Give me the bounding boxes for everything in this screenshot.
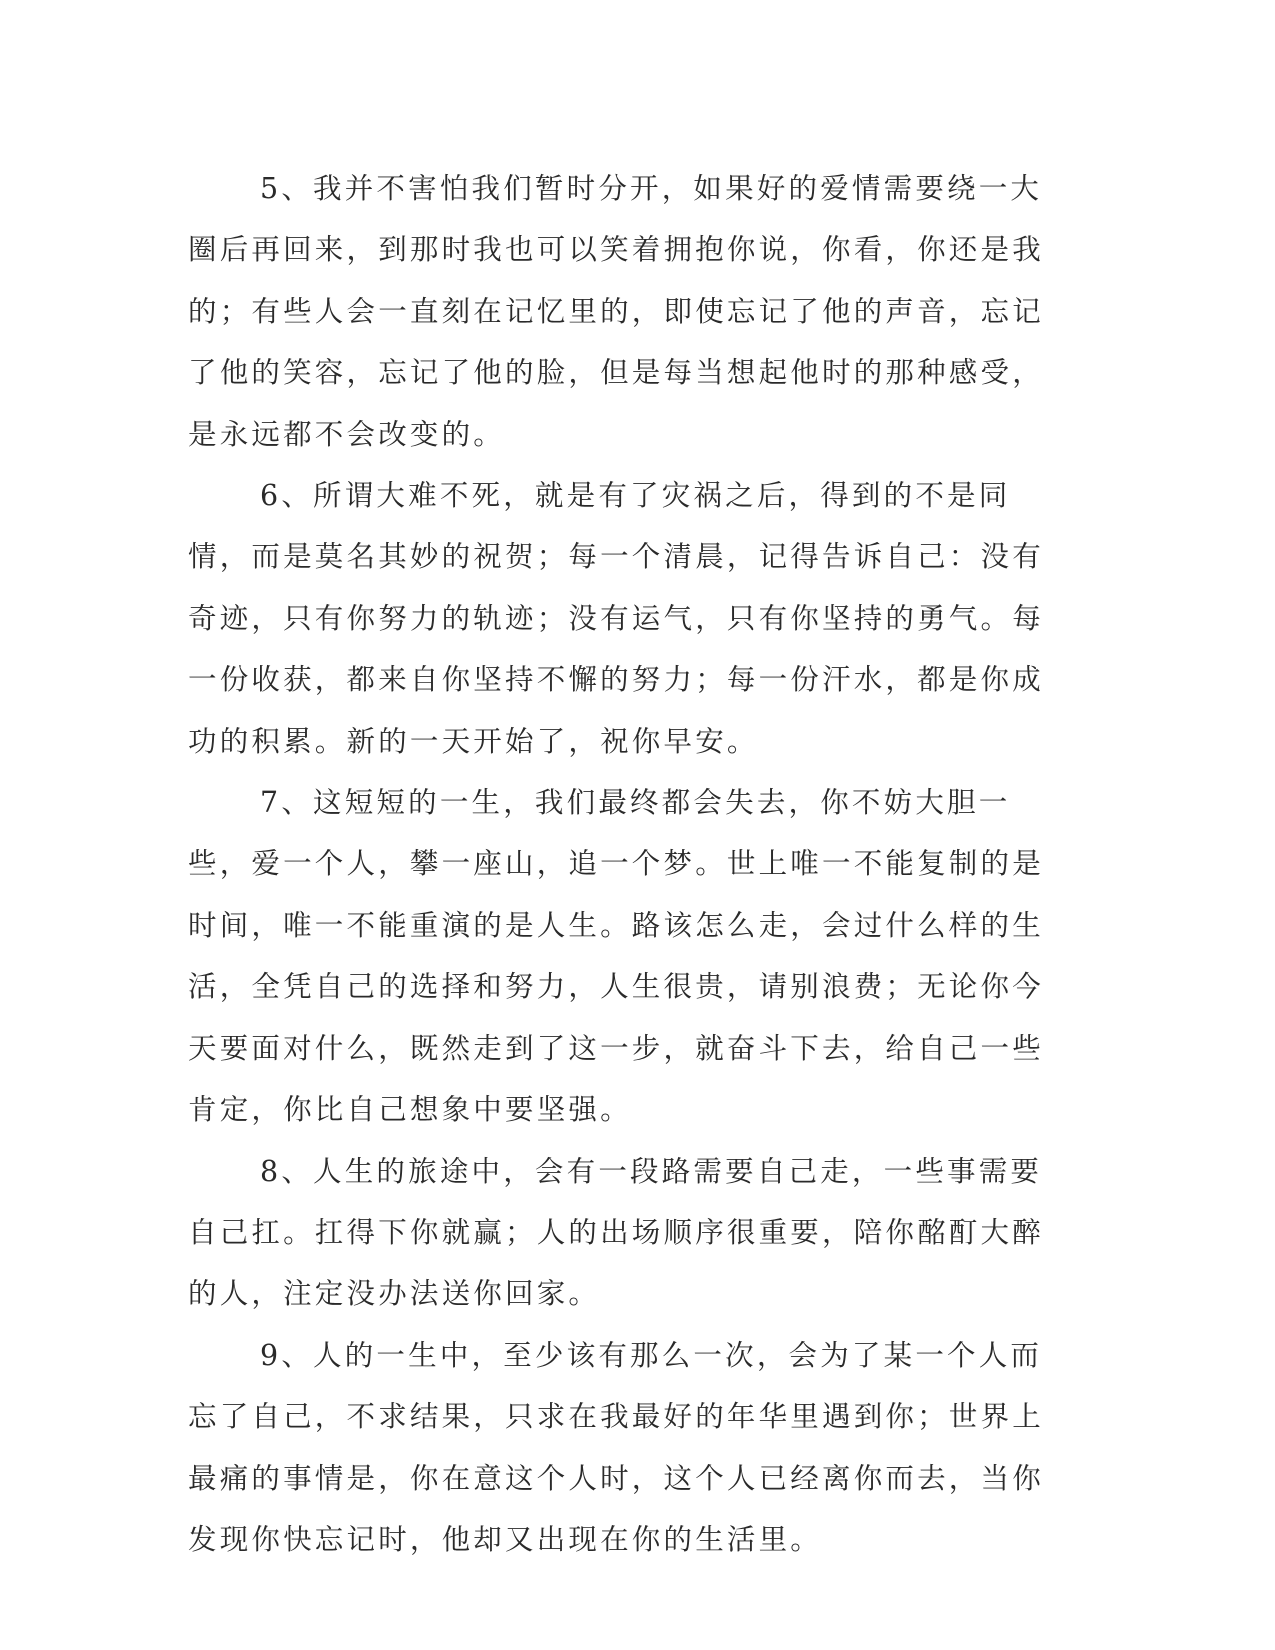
paragraph-9: 9、人的一生中，至少该有那么一次，会为了某一个人而忘了自己，不求结果，只求在我最好的年华里遇到你；世界上最痛的事情是，你在意这个人时，这个人已经离你而去，当你发现你快忘记时，他却又出现在你的生活里。 <box>188 1338 1044 1556</box>
paragraph-7: 7、这短短的一生，我们最终都会失去，你不妨大胆一些，爱一个人，攀一座山，追一个梦。世上唯一不能复制的是时间，唯一不能重演的是人生。路该怎么走，会过什么样的生活，全凭自己的选择和努力，人生很贵，请别浪费；无论你今天要面对什么，既然走到了这一步，就奋斗下去，给自己一些肯定，你比自己想象中要坚强。 <box>188 786 1044 1127</box>
paragraph-5: 5、我并不害怕我们暂时分开，如果好的爱情需要绕一大圈后再回来，到那时我也可以笑着拥抱你说，你看，你还是我的；有些人会一直刻在记忆里的，即使忘记了他的声音，忘记了他的笑容，忘记了他的脸，但是每当想起他时的那种感受，是永远都不会改变的。 <box>188 172 1044 451</box>
paragraph-6: 6、所谓大难不死，就是有了灾祸之后，得到的不是同情，而是莫名其妙的祝贺；每一个清晨，记得告诉自己：没有奇迹，只有你努力的轨迹；没有运气，只有你坚持的勇气。每一份收获，都来自你坚持不懈的努力；每一份汗水，都是你成功的积累。新的一天开始了，祝你早安。 <box>188 479 1044 758</box>
document-body <box>188 158 1058 1570</box>
paragraph-8: 8、人生的旅途中，会有一段路需要自己走，一些事需要自己扛。扛得下你就赢；人的出场顺序很重要，陪你酩酊大醉的人，注定没办法送你回家。 <box>188 1154 1044 1311</box>
